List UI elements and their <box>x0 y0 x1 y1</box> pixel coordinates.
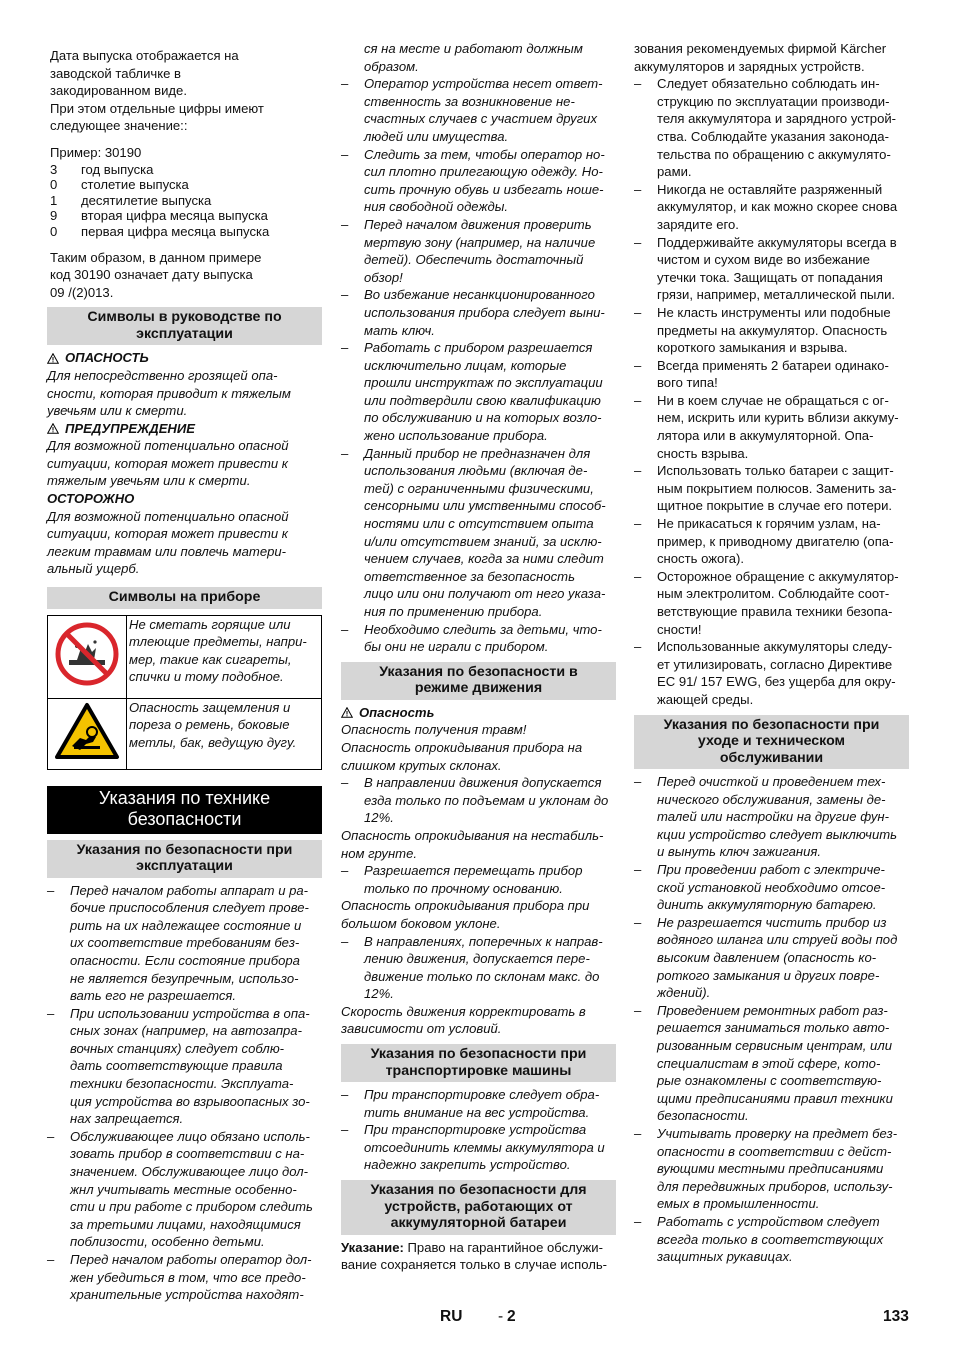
dash-bullet: – <box>634 639 642 655</box>
dash-bullet: – <box>341 1122 349 1138</box>
dash-bullet: – <box>634 1002 642 1018</box>
dash-bullet: – <box>47 1252 55 1267</box>
dash-bullet: – <box>341 146 349 162</box>
column-3 <box>634 40 909 1266</box>
list-item: – Необходимо следить за детьми, что- бы они не играли с прибором. <box>341 621 602 655</box>
page-number: 133 <box>883 1308 909 1325</box>
list-item: – Работать с устройством следует всегда только в соответствующих защитных рукавицах. <box>634 1213 884 1265</box>
list-item: – Поддерживайте аккумуляторы всегда в чистом и сухом виде во избежание утечки тока. Защищать от попадания грязи, например, металлической пыли. <box>634 234 897 303</box>
code-table: 3 год выпуска 0 столетие выпуска 1 десятилетие выпуска 9 вторая цифра месяца выпуска 0 первая цифра месяца выпуска <box>50 161 270 239</box>
dash-bullet: – <box>634 234 642 250</box>
column-1 <box>47 40 322 1304</box>
list-item: – Ни в коем случае не обращаться с ог- нем, искрить или курить вблизи аккуму- лятора или в аккумуляторной. Опа- сность взрыва. <box>634 392 899 461</box>
dash-bullet: – <box>634 516 642 532</box>
list-item: – Перед началом работы аппарат и ра- бочие приспособления следует прове- рить на их надлежащее состояние и их соответствие требованиям без- опасности. Если состояние прибора не является безупречным, использо- вать его не разрешается. <box>47 882 309 1004</box>
device-symbols-table <box>47 615 322 770</box>
list-item: – Не разрешается чистить прибор из водяного шланга или струей воды под высоким давлением (опасность ко- роткого замыкания и других повре- ждений). <box>634 914 898 1001</box>
dash-bullet: – <box>341 445 349 461</box>
list-item: – Использованные аккумуляторы следу- ет утилизировать, согласно Директиве ЕС 91/ 157 EWG, без ущерба для окру- жающей среды. <box>634 639 896 707</box>
list-item-continued: ся на месте и работают должным образом. <box>364 41 583 74</box>
list-item: – Данный прибор не предназначен для использования людьми (включая де- тей) с ограниченными физическими, сенсорными или умственными способ- ностями или с отсутствием опыта и/или отсутствием знаний, за исклю- чением случаев, когда за ними следит ответственное за безопасность лицо или они получают от него указа- ния по применению прибора. <box>341 445 606 619</box>
list-item: – При использовании устройства в опа- сных зонах (например, на автозапра- вочных станциях) следует соблю- дать соответствующие правила техники безопасности. Эксплуата- ция устройства во взрывоопасных зо- нах запрещается. <box>47 1005 310 1127</box>
dash-bullet: – <box>634 862 642 878</box>
warning-triangle-icon <box>47 423 59 434</box>
dash-bullet: – <box>634 304 642 320</box>
dash-bullet: – <box>341 287 349 303</box>
motion-danger-label-row: Опасность <box>341 704 616 722</box>
dash-bullet: – <box>341 1087 349 1103</box>
dash-bullet: – <box>47 1128 55 1144</box>
dash-bullet: – <box>634 392 642 408</box>
battery-note: Указание: Право на гарантийное обслужи- вание сохраняется только в случае исполь- <box>341 1239 608 1273</box>
symbols-device-heading: Символы на приборе <box>47 587 322 609</box>
conclusion-text: Таким образом, в данном примере код 30190 означает дату выпуска 09 /(2)013. <box>50 249 262 300</box>
list-item: – Не класть инструменты или подобные предметы на аккумулятор. Опасность короткого замыкания и взрыва. <box>634 304 891 356</box>
list-item: – При транспортировке устройства отсоединить клеммы аккумулятора и надежно закрепить устройство. <box>341 1122 605 1173</box>
motion-text: Опасность опрокидывания прибора при большом боковом уклоне. <box>341 898 590 931</box>
symbol-cell <box>48 615 127 698</box>
column-2 <box>341 40 616 1274</box>
dash-bullet: – <box>634 774 642 790</box>
caution-label: ОСТОРОЖНО <box>47 491 135 507</box>
dash-bullet: – <box>341 775 349 791</box>
hand-crush-warning-icon <box>54 702 120 760</box>
motion-text: Скорость движения корректировать в зависимости от условий. <box>341 1003 586 1037</box>
dash-bullet: – <box>341 216 349 232</box>
dash-bullet: – <box>341 340 349 356</box>
example-line: Пример: 30190 <box>50 144 142 160</box>
dash-bullet: – <box>634 76 642 92</box>
motion-safety-heading: Указания по безопасности в режиме движения <box>341 662 616 700</box>
list-item: – Разрешается перемещать прибор только по прочному основанию. <box>341 863 583 896</box>
danger-label-row: ОПАСНОСТЬ <box>47 349 322 367</box>
symbol-row <box>48 698 322 769</box>
list-item: – Всегда применять 2 батареи одинако- вого типа! <box>634 357 889 391</box>
list-item: – Не прикасаться к горячим узлам, на- пример, к приводному двигателю (опа- сность ожога). <box>634 516 894 567</box>
no-burning-objects-icon <box>55 622 119 686</box>
list-item: – Обслуживающее лицо обязано исполь- зовать прибор в соответствии с на- значением. Обслуживающее лицо дол- жнл учитывать местные особенно- сти и при работе с прибором следить за третьими лицами, находящимися поблизости, особенно детьми. <box>47 1128 313 1250</box>
list-item: – Во избежание несанкционированного использования прибора следует выни- мать ключ. <box>341 287 605 338</box>
list-item: – Следует обязательно соблюдать ин- струкцию по эксплуатации производи- теля аккумулятора и зарядного устрой- ства. Соблюдайте указания законода- тельства по обращению с аккумулято- рами. <box>634 76 897 180</box>
list-item: – Оператор устройства несет ответ- ственность за возникновение не- счастных случаев с участием других людей или имущества. <box>341 76 603 144</box>
dash-bullet: – <box>341 621 349 637</box>
warning-label-row: ПРЕДУПРЕЖДЕНИЕ <box>47 420 322 438</box>
motion-text: Опасность опрокидывания на нестабиль- ном грунте. <box>341 827 604 861</box>
dash-bullet: – <box>634 357 642 373</box>
safety-section-heading: Указания по технике безопасности <box>47 786 322 834</box>
battery-safety-heading: Указания по безопасности для устройств, работающих от аккумуляторной батареи <box>341 1180 616 1235</box>
list-item: – При транспортировке следует обра- тить внимание на вес устройства. <box>341 1087 600 1120</box>
note-continued: зования рекомендуемых фирмой Kärcher аккумуляторов и зарядных устройств. <box>634 41 887 74</box>
dash-bullet: – <box>634 568 642 584</box>
symbol-row <box>48 615 322 698</box>
motion-intro: Опасность получения травм! Опасность опрокидывания прибора на слишком крутых склонах. <box>341 722 583 773</box>
dash-bullet: – <box>341 863 349 879</box>
maintenance-safety-heading: Указания по безопасности при уходе и техническом обслуживании <box>634 715 909 770</box>
dash-bullet: – <box>634 1125 642 1141</box>
symbol-description: Не сметать горящие или тлеющие предметы, напри- мер, такие как сигареты, спички и тому подобное. <box>127 615 322 698</box>
list-item: – Учитывать проверку на предмет без- опасности в соответствии с дейст- вующими местными предписаниями для передвижных приборов, использу- емых в промышленности. <box>634 1125 898 1212</box>
list-item: – Проведением ремонтных работ раз- решается заниматься только авто- ризованным сервисным центрам, или специалистам в этой сфере, кото- рые ознакомлены с соответствую- щими предписаниями правил техники безопасности. <box>634 1002 893 1124</box>
list-item: – Перед очисткой и проведением тех- нического обслуживания, замены де- талей или настройки на другие фун- кции устройство следует выключить и вынуть ключ зажигания. <box>634 774 898 860</box>
dash-bullet: – <box>634 1213 642 1229</box>
caution-text: Для возможной потенциально опасной ситуации, которая может привести к легким травмам или повлечь матери- альный ущерб. <box>47 508 289 577</box>
dash-bullet: – <box>47 1005 55 1021</box>
danger-text: Для непосредственно грозящей опа- сности, которая приводит к тяжелым увечьям или к смерти. <box>47 367 291 419</box>
warning-triangle-icon <box>341 707 353 718</box>
dash-bullet: – <box>341 76 349 92</box>
warning-text: Для возможной потенциально опасной ситуации, которая может привести к тяжелым увечьям или к смерти. <box>47 438 289 489</box>
footer-separator: - <box>498 1308 504 1325</box>
list-item: – Работать с прибором разрешается исключительно лицам, которые прошли инструктаж по эксплуатации или подтвердили свою квалификацию по обслуживанию и на которых возло- жено использование прибора. <box>341 340 603 444</box>
symbol-cell <box>48 698 127 769</box>
note-label: Указание: <box>341 1239 404 1255</box>
symbol-description: Опасность защемления и пореза о ремень, боковые метлы, бак, ведущую дугу. <box>127 698 322 769</box>
dash-bullet: – <box>341 933 349 949</box>
list-item: – Перед началом движения проверить мертвую зону (например, на наличие детей). Обеспечить достаточный обзор! <box>341 216 596 285</box>
warning-triangle-icon <box>47 353 59 364</box>
list-item: – Использовать только батареи с защит- ным покрытием полюсов. Заменить за- щитное покрытие в случае его потери. <box>634 463 897 514</box>
operation-safety-heading: Указания по безопасности при эксплуатации <box>47 840 322 878</box>
list-item: – В направлении движения допускается езда только по подъемам и уклонам до 12%. <box>341 775 609 826</box>
footer-section-page: 2 <box>507 1308 516 1325</box>
symbols-manual-heading: Символы в руководстве по эксплуатации <box>47 307 322 345</box>
dash-bullet: – <box>47 882 55 898</box>
list-item: – Перед началом работы оператор дол- жен убедиться в том, что все предо- хранительные устройства находят- <box>47 1252 312 1303</box>
list-item: – Никогда не оставляйте разряженный аккумулятор, и как можно скорее снова зарядите его. <box>634 181 898 232</box>
list-item: – Осторожное обращение с аккумулятор- ным электролитом. Соблюдайте соот- ветствующие правила техники безопа- сности! <box>634 568 899 637</box>
dash-bullet: – <box>634 914 642 930</box>
transport-safety-heading: Указания по безопасности при транспортировке машины <box>341 1044 616 1082</box>
list-item: – В направлениях, поперечных к направ- лению движения, допускается пере- движение только по склонам макс. до 12%. <box>341 933 603 1002</box>
dash-bullet: – <box>634 463 642 479</box>
intro-text: Дата выпуска отображается на заводской табличке в закодированном виде. При этом отдельные цифры имеют следующее значение:: <box>50 48 264 134</box>
list-item: – Следить за тем, чтобы оператор но- сил плотно прилегающую одежду. Но- сить прочную обувь и избегать ноше- ния свободной одежды. <box>341 146 605 215</box>
dash-bullet: – <box>634 181 642 197</box>
list-item: – При проведении работ с электриче- ской установкой необходимо отсое- динить аккумуляторную батарею. <box>634 862 886 913</box>
footer-language: RU <box>440 1308 463 1325</box>
